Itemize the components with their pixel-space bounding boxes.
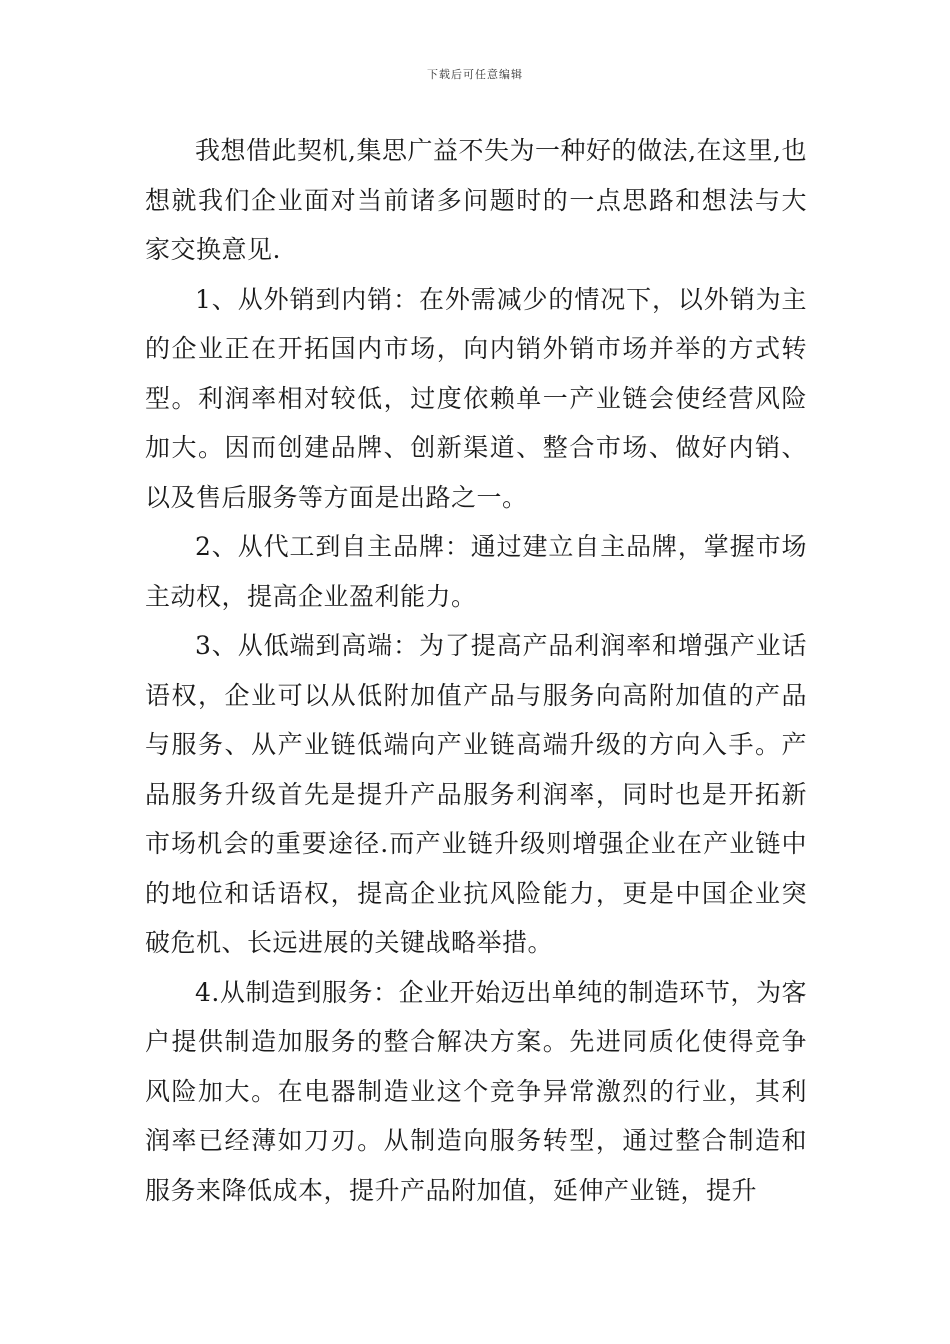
paragraph-point-1: 1、从外销到内销：在外需减少的情况下，以外销为主的企业正在开拓国内市场，向内销外销市场并举的方式转型。利润率相对较低，过度依赖单一产业链会使经营风险加大。因而创建品牌、创新渠道、整合市场、做好内销、以及售后服务等方面是出路之一。 xyxy=(145,284,807,512)
paragraph-intro: 我想借此契机,集思广益不失为一种好的做法,在这里,也想就我们企业面对当前诸多问题时的一点思路和想法与大家交换意见. xyxy=(145,136,807,264)
page-header-note: 下载后可任意编辑 xyxy=(427,68,523,81)
paragraph-point-3: 3、从低端到高端：为了提高产品利润率和增强产业话语权，企业可以从低附加值产品与服务向高附加值的产品与服务、从产业链低端向产业链高端升级的方向入手。产品服务升级首先是提升产品服务利润率，同时也是开拓新市场机会的重要途径.而产业链升级则增强企业在产业链中的地位和话语权，提高企业抗风险能力，更是中国企业突破危机、长远进展的关键战略举措。 xyxy=(145,631,807,957)
paragraph-point-2: 2、从代工到自主品牌：通过建立自主品牌，掌握市场主动权，提高企业盈利能力。 xyxy=(145,532,807,611)
paragraph-point-4: 4.从制造到服务：企业开始迈出单纯的制造环节，为客户提供制造加服务的整合解决方案。先进同质化使得竞争风险加大。在电器制造业这个竞争异常激烈的行业，其利润率已经薄如刀刃。从制造向服务转型，通过整合制造和服务来降低成本，提升产品附加值，延伸产业链，提升 xyxy=(145,977,807,1205)
document-body xyxy=(145,126,807,1215)
